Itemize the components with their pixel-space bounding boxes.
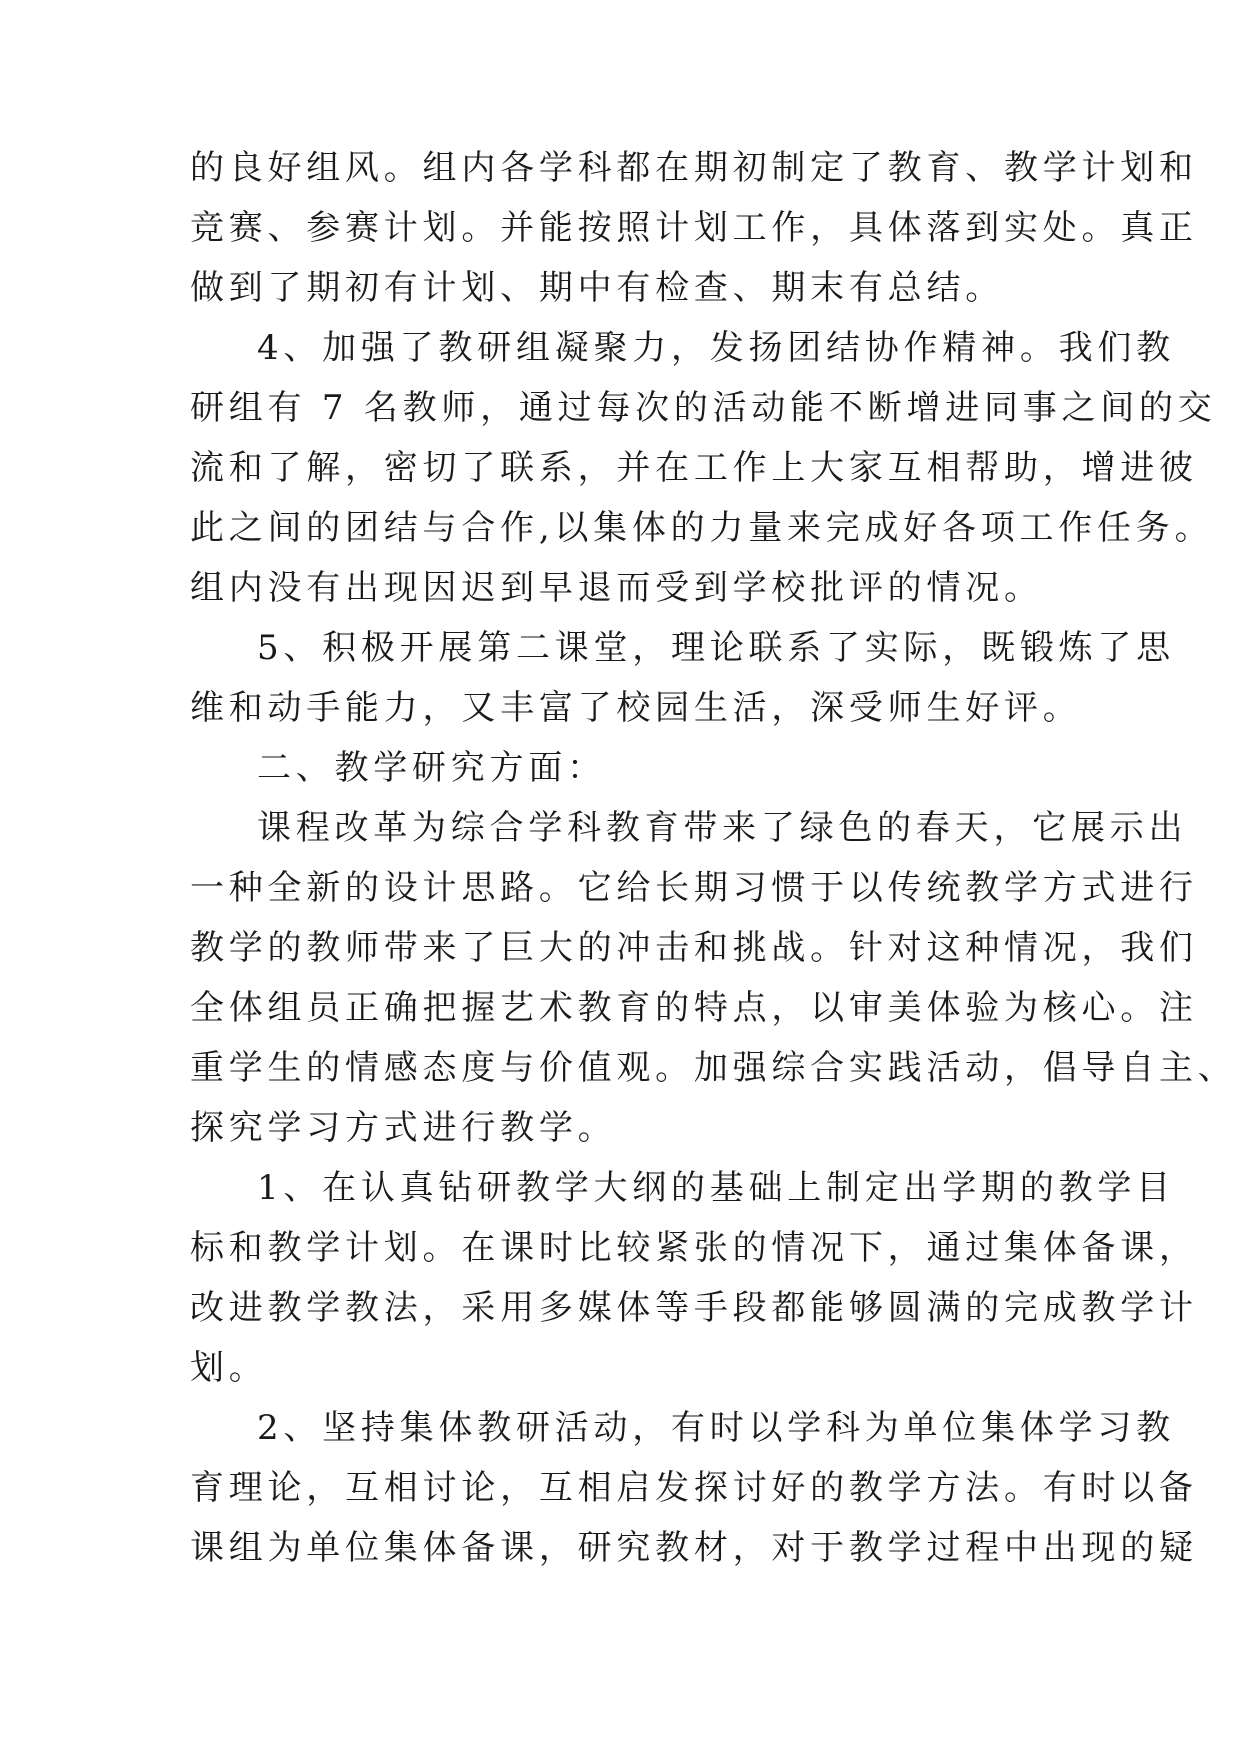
text-line: 标和教学计划。在课时比较紧张的情况下，通过集体备课， xyxy=(190,1228,1198,1268)
paragraph-start-line: 1、在认真钻研教学大纲的基础上制定出学期的教学目 xyxy=(257,1168,1175,1208)
paragraph-start-line: 课程改革为综合学科教育带来了绿色的春天，它展示出 xyxy=(257,808,1188,848)
text-line: 划。 xyxy=(190,1348,268,1388)
text-line: 组内没有出现因迟到早退而受到学校批评的情况。 xyxy=(190,568,1043,608)
text-line: 全体组员正确把握艺术教育的特点，以审美体验为核心。注 xyxy=(190,988,1198,1028)
text-line: 维和动手能力，又丰富了校园生活，深受师生好评。 xyxy=(190,688,1082,728)
text-line: 此之间的团结与合作,以集体的力量来完成好各项工作任务。 xyxy=(190,508,1214,548)
text-line: 改进教学教法，采用多媒体等手段都能够圆满的完成教学计 xyxy=(190,1288,1198,1328)
paragraph-start-line: 2、坚持集体教研活动，有时以学科为单位集体学习教 xyxy=(257,1408,1175,1448)
text-line: 探究学习方式进行教学。 xyxy=(190,1108,617,1148)
paragraph-start-line: 4、加强了教研组凝聚力，发扬团结协作精神。我们教 xyxy=(257,328,1175,368)
text-line: 一种全新的设计思路。它给长期习惯于以传统教学方式进行 xyxy=(190,868,1198,908)
text-line: 重学生的情感态度与价值观。加强综合实践活动，倡导自主、 xyxy=(190,1048,1237,1088)
paragraph-start-line: 5、积极开展第二课堂，理论联系了实际，既锻炼了思 xyxy=(257,628,1175,668)
text-line: 流和了解，密切了联系，并在工作上大家互相帮助，增进彼 xyxy=(190,448,1198,488)
section-heading: 二、教学研究方面： xyxy=(257,748,606,788)
text-line: 的良好组风。组内各学科都在期初制定了教育、教学计划和 xyxy=(190,148,1198,188)
text-line: 做到了期初有计划、期中有检查、期末有总结。 xyxy=(190,268,1004,308)
text-line: 教学的教师带来了巨大的冲击和挑战。针对这种情况，我们 xyxy=(190,928,1198,968)
text-line: 课组为单位集体备课，研究教材，对于教学过程中出现的疑 xyxy=(190,1528,1198,1568)
text-line: 竞赛、参赛计划。并能按照计划工作，具体落到实处。真正 xyxy=(190,208,1198,248)
text-line: 研组有 7 名教师，通过每次的活动能不断增进同事之间的交 xyxy=(190,388,1217,428)
text-line: 育理论，互相讨论，互相启发探讨好的教学方法。有时以备 xyxy=(190,1468,1198,1508)
